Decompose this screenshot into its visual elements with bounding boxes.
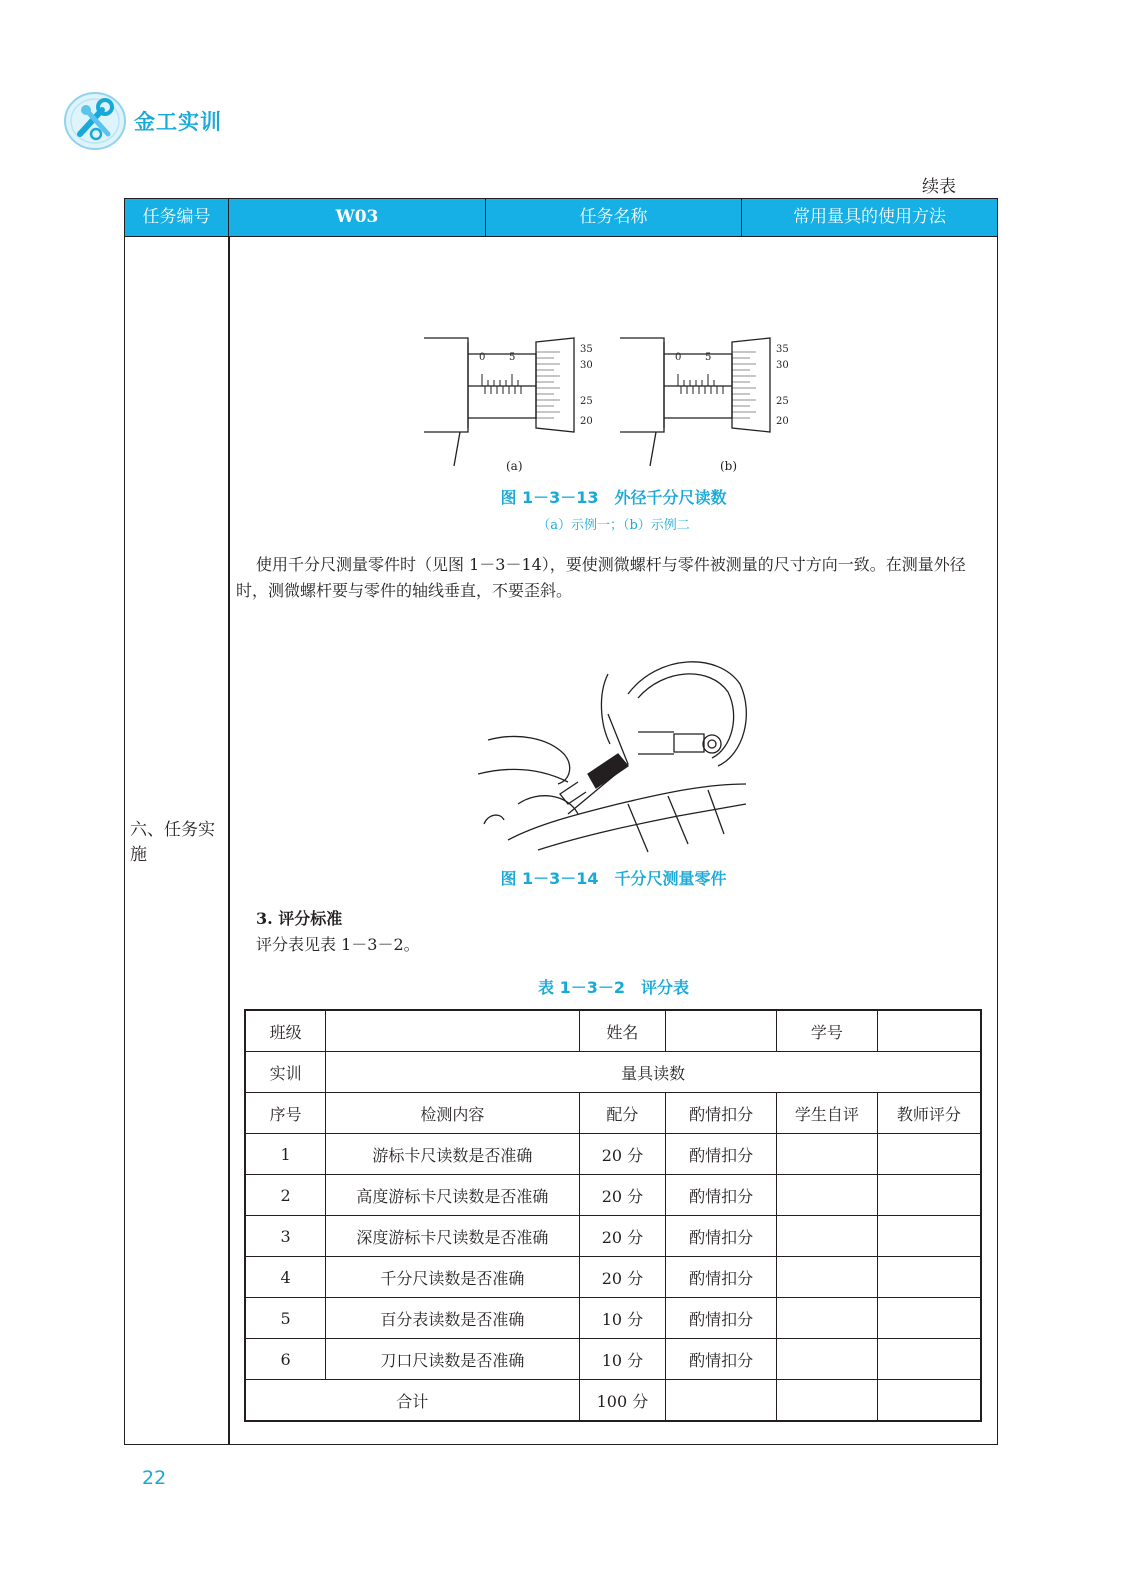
row-teacher-eval — [877, 1298, 981, 1339]
wrench-gear-icon — [62, 90, 128, 152]
row-content: 深度游标卡尺读数是否准确 — [326, 1216, 579, 1257]
total-label: 合计 — [245, 1380, 579, 1422]
table-total-row — [245, 1380, 981, 1422]
table-row — [245, 1339, 981, 1380]
row-self-eval — [777, 1175, 878, 1216]
row-score: 10 分 — [579, 1339, 666, 1380]
row-content: 刀口尺读数是否准确 — [326, 1339, 579, 1380]
col-header-teacher-eval: 教师评分 — [877, 1093, 981, 1134]
row-no: 6 — [245, 1339, 326, 1380]
task-name-label: 任务名称 — [486, 199, 742, 236]
row-no: 5 — [245, 1298, 326, 1339]
subsection-text: 评分表见表 1－3－2。 — [256, 935, 420, 954]
book-title: 金工实训 — [134, 110, 222, 134]
body-paragraph: 使用千分尺测量零件时（见图 1－3－14），要使测微螺杆与零件被测量的尺寸方向一致。在测量外径时，测微螺杆要与零件的轴线垂直，不要歪斜。 — [236, 555, 966, 600]
row-self-eval — [777, 1257, 878, 1298]
row-teacher-eval — [877, 1257, 981, 1298]
col-header-content: 检测内容 — [326, 1093, 579, 1134]
row-deduct: 酌情扣分 — [666, 1257, 777, 1298]
row-self-eval — [777, 1216, 878, 1257]
figure-label-b: (b) — [720, 459, 738, 473]
row-score: 20 分 — [579, 1175, 666, 1216]
row-self-eval — [777, 1134, 878, 1175]
row-self-eval — [777, 1298, 878, 1339]
row-teacher-eval — [877, 1216, 981, 1257]
name-label: 姓名 — [579, 1010, 666, 1052]
table-title: 表 1－3－2 评分表 — [538, 978, 689, 997]
figure-13-caption: 图 1－3－13 外径千分尺读数 — [500, 488, 727, 507]
thimble-number-a25: 25 — [580, 396, 593, 407]
figure-14-caption: 图 1－3－14 千分尺测量零件 — [500, 869, 727, 888]
total-deduct-cell — [666, 1380, 777, 1422]
figure-13-subcaption: （a）示例一；（b）示例二 — [537, 518, 690, 533]
table-row-info — [245, 1010, 981, 1052]
row-score: 20 分 — [579, 1216, 666, 1257]
table-row-training — [245, 1052, 981, 1093]
total-value: 100 分 — [579, 1380, 666, 1422]
column-divider — [228, 236, 230, 1444]
table-row — [245, 1134, 981, 1175]
row-score: 20 分 — [579, 1134, 666, 1175]
table-row — [245, 1298, 981, 1339]
row-deduct: 酌情扣分 — [666, 1298, 777, 1339]
row-teacher-eval — [877, 1339, 981, 1380]
table-row — [245, 1175, 981, 1216]
sleeve-number-b0: 0 — [675, 352, 682, 363]
row-no: 3 — [245, 1216, 326, 1257]
sleeve-number-b5: 5 — [705, 352, 712, 363]
row-teacher-eval — [877, 1134, 981, 1175]
row-content: 百分表读数是否准确 — [326, 1298, 579, 1339]
row-no: 2 — [245, 1175, 326, 1216]
subsection-heading: 3. 评分标准 — [256, 909, 343, 928]
sleeve-number-a5: 5 — [509, 352, 516, 363]
continued-label: 续表 — [922, 177, 956, 197]
row-deduct: 酌情扣分 — [666, 1134, 777, 1175]
section-label: 六、任务实施 — [130, 820, 215, 865]
thimble-number-b25: 25 — [776, 396, 789, 407]
thimble-number-b20: 20 — [776, 416, 789, 427]
total-self-eval-cell — [777, 1380, 878, 1422]
training-value: 量具读数 — [326, 1052, 981, 1093]
thimble-number-b35: 35 — [776, 344, 789, 355]
row-deduct: 酌情扣分 — [666, 1175, 777, 1216]
col-header-score: 配分 — [579, 1093, 666, 1134]
task-name: 常用量具的使用方法 — [793, 207, 946, 227]
row-no: 1 — [245, 1134, 326, 1175]
row-teacher-eval — [877, 1175, 981, 1216]
col-header-no: 序号 — [245, 1093, 326, 1134]
student-id-label: 学号 — [777, 1010, 878, 1052]
thimble-number-a35: 35 — [580, 344, 593, 355]
figure-label-a: (a) — [506, 459, 523, 473]
student-id-value-cell — [877, 1010, 981, 1052]
row-self-eval — [777, 1339, 878, 1380]
micrometer-reading-figure — [420, 330, 810, 476]
training-label: 实训 — [245, 1052, 326, 1093]
class-label: 班级 — [245, 1010, 326, 1052]
row-score: 20 分 — [579, 1257, 666, 1298]
thimble-number-a30: 30 — [580, 360, 593, 371]
row-deduct: 酌情扣分 — [666, 1339, 777, 1380]
table-header-row — [245, 1093, 981, 1134]
table-row — [245, 1257, 981, 1298]
task-header-row — [125, 199, 997, 237]
row-content: 游标卡尺读数是否准确 — [326, 1134, 579, 1175]
thimble-number-b30: 30 — [776, 360, 789, 371]
micrometer-b — [620, 338, 770, 466]
table-row — [245, 1216, 981, 1257]
row-content: 千分尺读数是否准确 — [326, 1257, 579, 1298]
page-number: 22 — [142, 1467, 167, 1489]
row-deduct: 酌情扣分 — [666, 1216, 777, 1257]
thimble-number-a20: 20 — [580, 416, 593, 427]
micrometer-measuring-illustration — [478, 654, 754, 854]
class-value-cell — [326, 1010, 579, 1052]
name-value-cell — [666, 1010, 777, 1052]
col-header-deduct: 酌情扣分 — [666, 1093, 777, 1134]
total-teacher-eval-cell — [877, 1380, 981, 1422]
sleeve-number-a0: 0 — [479, 352, 486, 363]
task-number-label: 任务编号 — [125, 199, 229, 236]
col-header-self-eval: 学生自评 — [777, 1093, 878, 1134]
micrometer-a — [424, 338, 574, 466]
task-number: W03 — [229, 199, 486, 236]
row-score: 10 分 — [579, 1298, 666, 1339]
row-no: 4 — [245, 1257, 326, 1298]
row-content: 高度游标卡尺读数是否准确 — [326, 1175, 579, 1216]
score-table — [244, 1009, 982, 1422]
